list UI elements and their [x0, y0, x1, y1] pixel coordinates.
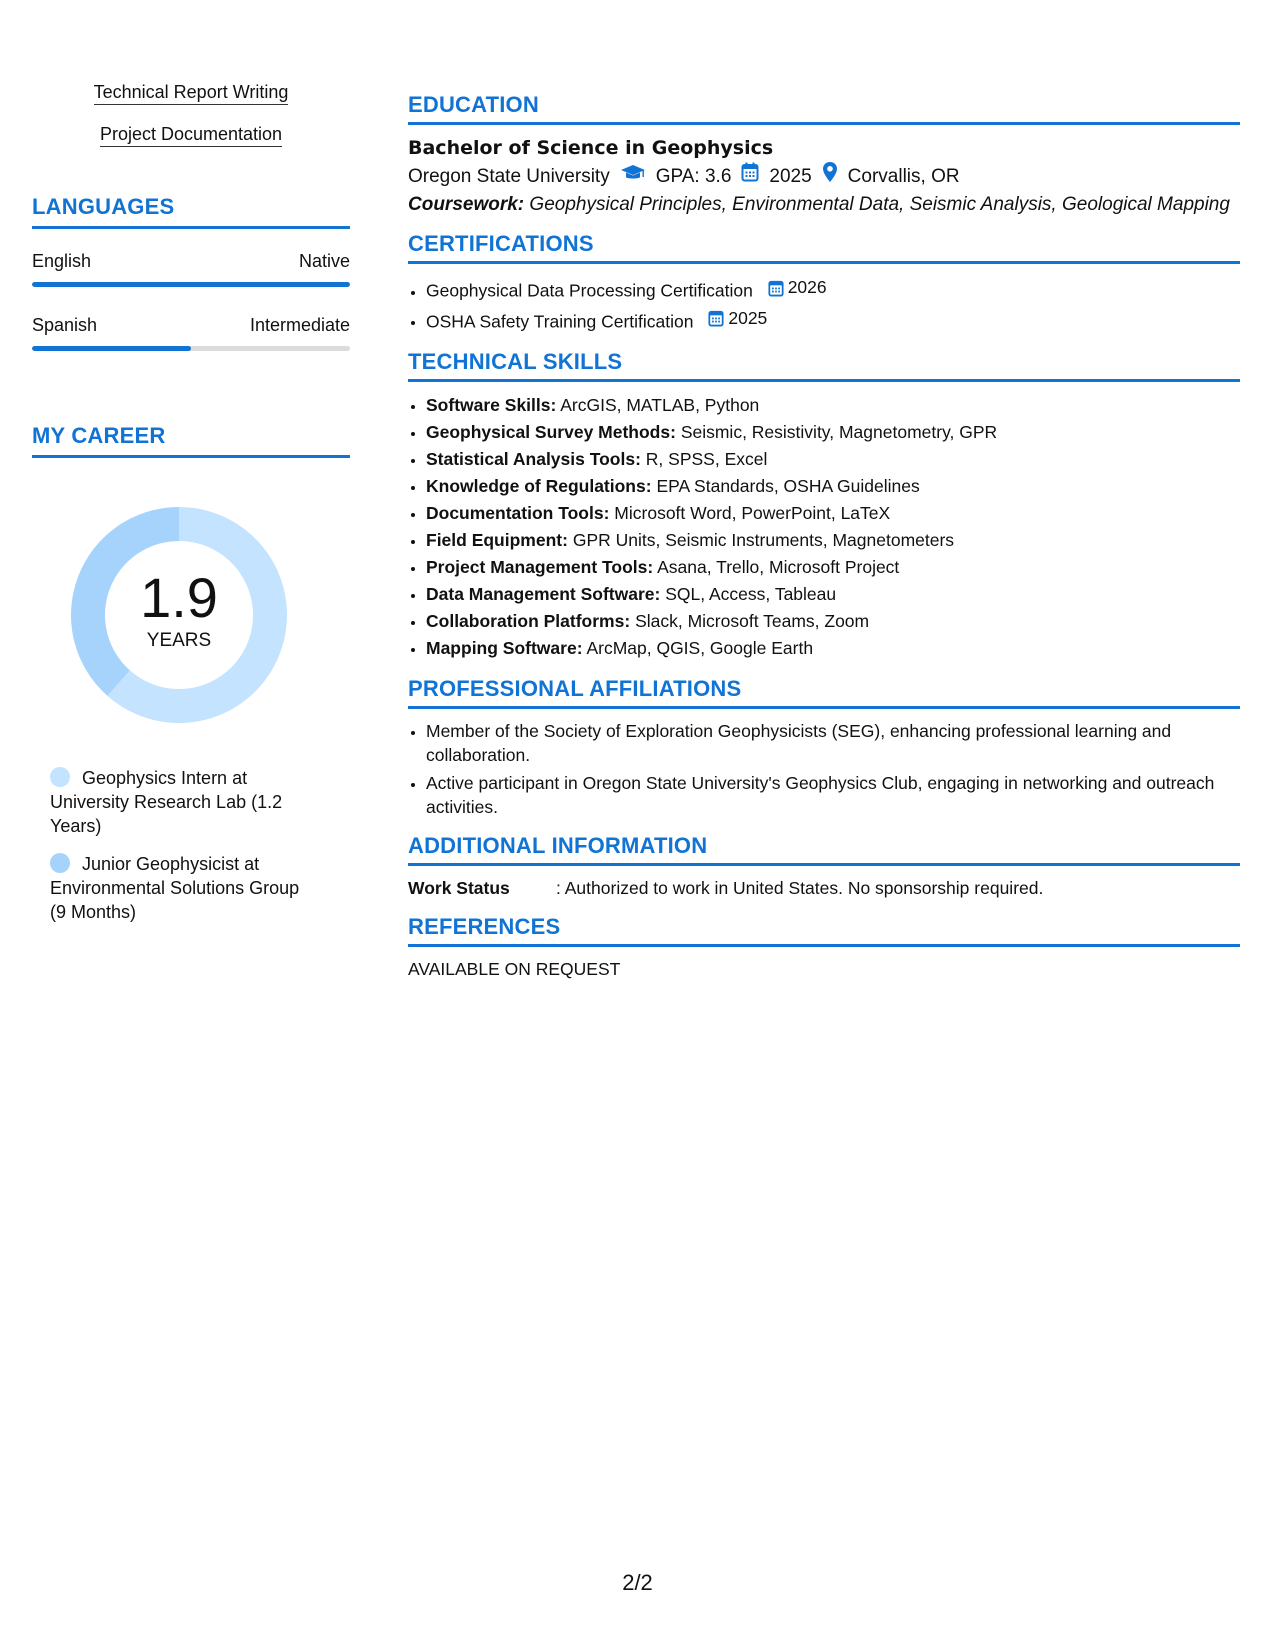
legend-dot-icon	[50, 767, 70, 787]
list-item: • Collaboration Platforms: Slack, Microsoft Teams, Zoom	[426, 608, 1240, 635]
legend-dot-icon	[50, 853, 70, 873]
coursework	[408, 193, 1240, 217]
section-divider	[408, 122, 1240, 125]
list-item: • Software Skills: ArcGIS, MATLAB, Python	[426, 392, 1240, 419]
references-text: AVAILABLE ON REQUEST	[408, 959, 621, 979]
calendar-icon	[768, 279, 784, 297]
list-item: • Knowledge of Regulations: EPA Standards, OSHA Guidelines	[426, 473, 1240, 500]
affiliations-list	[408, 719, 1240, 819]
languages-section	[32, 194, 350, 351]
career-section	[32, 423, 350, 924]
technical-skills-heading: TECHNICAL SKILLS	[408, 349, 623, 374]
list-item: • Data Management Software: SQL, Access, Tableau	[426, 581, 1240, 608]
work-status-row	[408, 876, 1240, 900]
section-divider	[32, 455, 350, 458]
language-proficiency-fill	[32, 282, 350, 287]
education-section	[408, 92, 1240, 217]
list-item: • Active participant in Oregon State University's Geophysics Club, engaging in networking and outreach activities.	[426, 771, 1240, 819]
list-item: • Statistical Analysis Tools: R, SPSS, Excel	[426, 446, 1240, 473]
skill-tag: Technical Report Writing	[32, 80, 350, 104]
list-item: • Geophysical Survey Methods: Seismic, Resistivity, Magnetometry, GPR	[426, 419, 1240, 446]
career-legend	[50, 766, 320, 924]
certifications-section	[408, 231, 1240, 335]
language-level: Intermediate	[249, 315, 350, 335]
language-proficiency-bar	[32, 346, 350, 351]
language-proficiency-fill	[32, 346, 191, 351]
references-heading: REFERENCES	[408, 914, 561, 939]
career-donut-chart	[64, 500, 294, 730]
language-proficiency-bar	[32, 282, 350, 287]
career-heading: MY CAREER	[32, 423, 166, 448]
certifications-heading: CERTIFICATIONS	[408, 231, 594, 256]
graduation-year: 2025	[769, 166, 812, 187]
certifications-list	[408, 274, 1240, 335]
affiliations-section	[408, 676, 1240, 819]
coursework-list: Geophysical Principles, Environmental Data, Seismic Analysis, Geological Mapping	[529, 194, 1230, 215]
technical-skills-list	[408, 392, 1240, 662]
school-name: Oregon State University	[408, 166, 610, 187]
section-divider	[408, 261, 1240, 264]
affiliations-heading: PROFESSIONAL AFFILIATIONS	[408, 676, 742, 701]
degree-title: Bachelor of Science in Geophysics	[408, 137, 774, 159]
language-name: Spanish	[32, 315, 98, 335]
career-total-value: 1.9	[140, 566, 218, 629]
sidebar	[32, 80, 350, 938]
education-location: Corvallis, OR	[847, 166, 960, 187]
languages-heading: LANGUAGES	[32, 194, 175, 219]
list-item: • Geophysical Data Processing Certification 2026	[426, 274, 1240, 305]
section-divider	[408, 944, 1240, 947]
list-item: • Project Management Tools: Asana, Trello, Microsoft Project	[426, 554, 1240, 581]
career-total-unit: YEARS	[146, 630, 212, 651]
list-item: • Member of the Society of Exploration Geophysicists (SEG), enhancing professional learning and collaboration.	[426, 719, 1240, 767]
language-level: Native	[298, 251, 350, 271]
certification-year: 2026	[787, 277, 827, 297]
skill-tag: Project Documentation	[32, 122, 350, 146]
education-heading: EDUCATION	[408, 92, 539, 117]
technical-skills-section	[408, 349, 1240, 662]
work-status-value: : Authorized to work in United States. No sponsorship required.	[556, 878, 1044, 898]
additional-info-heading: ADDITIONAL INFORMATION	[408, 833, 708, 858]
certification-year: 2025	[728, 307, 768, 328]
references-section	[408, 914, 1240, 981]
list-item: • OSHA Safety Training Certification 2025	[426, 305, 1240, 336]
language-name: English	[32, 251, 92, 271]
language-item	[32, 315, 350, 351]
calendar-icon	[708, 309, 724, 327]
calendar-icon	[741, 162, 759, 192]
education-meta	[408, 161, 1240, 193]
section-divider	[408, 863, 1240, 866]
language-item	[32, 251, 350, 287]
list-item: • Documentation Tools: Microsoft Word, PowerPoint, LaTeX	[426, 500, 1240, 527]
career-legend-item: Geophysics Intern at University Research Lab (1.2 Years)	[50, 768, 283, 836]
graduation-cap-icon	[620, 162, 646, 192]
location-pin-icon	[822, 161, 838, 193]
list-item: • Field Equipment: GPR Units, Seismic Instruments, Magnetometers	[426, 527, 1240, 554]
gpa: GPA: 3.6	[655, 166, 732, 187]
main-content	[408, 92, 1240, 995]
coursework-label: Coursework:	[408, 194, 525, 215]
additional-info-section	[408, 833, 1240, 900]
section-divider	[408, 706, 1240, 709]
section-divider	[32, 226, 350, 229]
career-legend-item: Junior Geophysicist at Environmental Solutions Group (9 Months)	[50, 854, 300, 922]
page-number: 2/2	[622, 1570, 653, 1595]
section-divider	[408, 379, 1240, 382]
list-item: • Mapping Software: ArcMap, QGIS, Google Earth	[426, 635, 1240, 662]
work-status-label: Work Status	[408, 878, 510, 898]
